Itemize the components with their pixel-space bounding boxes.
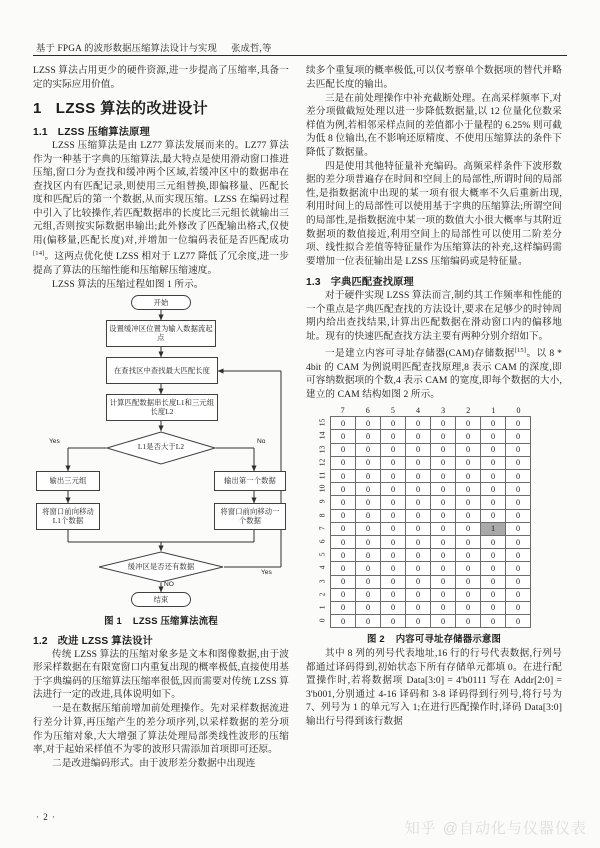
- cam-cell: 0: [331, 522, 356, 535]
- page-number: · 2 ·: [36, 812, 56, 822]
- cam-row-header-9: 9: [317, 500, 327, 504]
- cam-cell: 0: [481, 615, 506, 628]
- cam-col-header-6: 6: [365, 406, 370, 416]
- cam-row-header-15: 15: [317, 419, 327, 427]
- cam-table-row: [331, 601, 531, 614]
- cam-cell: 0: [381, 483, 406, 496]
- cam-col-header-1: 1: [491, 406, 496, 416]
- cam-cell: 0: [381, 509, 406, 522]
- cam-table-body: [331, 417, 531, 628]
- cam-cell: 0: [506, 562, 531, 575]
- cam-cell: 0: [331, 430, 356, 443]
- cam-row-header-7: 7: [317, 526, 327, 531]
- flow-node-start: 开始: [131, 295, 191, 310]
- cam-cell: 0: [406, 562, 431, 575]
- paragraph-point-three: 三是在前处理操作中补充截断处理。在高采样频率下,对差分项做截短处理以进一步降低数据量,以 12 位量化位数采样值为例,若相邻采样点间的差值都小于量程的 6.25% 则可截为低 8 位输出,在不影响还原精度、不使用压缩算法的条件下降低了数据量。: [306, 92, 562, 158]
- subsection-1-3-number: 1.3: [306, 277, 321, 289]
- cam-cell: 0: [506, 496, 531, 509]
- cam-table-row: [331, 470, 531, 483]
- cam-cell: 0: [331, 456, 356, 469]
- cam-cell: 0: [406, 549, 431, 562]
- cam-cell: 0: [381, 588, 406, 601]
- figure-2-caption-text: 内容可寻址存储器示意图: [395, 633, 502, 645]
- paragraph-continued: 续多个重复项的概率极低,可以仅考察单个数据项的替代并略去匹配长度的输出。: [306, 65, 562, 90]
- cam-cell: 0: [481, 417, 506, 430]
- section-1-number: 1: [33, 100, 42, 118]
- cam-table-row: [331, 443, 531, 456]
- paragraph-after-figure-2: 其中 8 列的列号代表地址,16 行的行号代表数据,行列号都通过译码得到,初始状态下所有存储单元都填 0。在进行配置操作时,若将数据项 Data[3:0] = 4'b0111 写在 Addr[2:0] = 3'b001,分别通过 4-16 译码和 3-8 译码得到行列号,将行号为 7、列号为 1 的单元写入 1;在进行匹配操作时,译码 Data[3:0]输出行号得到该行数据: [306, 648, 562, 727]
- cam-cell: 0: [356, 430, 381, 443]
- cam-column-headers: [330, 405, 531, 416]
- cam-cell: 0: [381, 456, 406, 469]
- cam-cell: 0: [406, 522, 431, 535]
- cam-cell: 0: [331, 509, 356, 522]
- cam-cell: 0: [356, 443, 381, 456]
- cam-cell: 0: [381, 430, 406, 443]
- cam-cell: 0: [431, 562, 456, 575]
- cam-cell: 0: [406, 509, 431, 522]
- cam-cell: 0: [331, 601, 356, 614]
- cam-cell: 0: [356, 417, 381, 430]
- figure-1-label: 图 1: [104, 614, 122, 626]
- flow-label-yes-loop: Yes: [261, 568, 272, 576]
- cam-cell: 0: [356, 456, 381, 469]
- cam-cell: 0: [431, 417, 456, 430]
- cam-cell: 0: [331, 575, 356, 588]
- cam-table-row: [331, 483, 531, 496]
- cam-cell: 0: [331, 417, 356, 430]
- reference-marker-15: [15]: [514, 346, 527, 354]
- cam-cell: 0: [331, 535, 356, 548]
- cam-cell: 0: [431, 601, 456, 614]
- cam-cell: 0: [481, 575, 506, 588]
- cam-cell: 0: [456, 535, 481, 548]
- cam-cell: 0: [431, 588, 456, 601]
- cam-cell: 0: [331, 483, 356, 496]
- cam-cell: 0: [506, 430, 531, 443]
- cam-table-row: [331, 430, 531, 443]
- header-rule: [33, 55, 567, 56]
- cam-cell: 0: [381, 615, 406, 628]
- cam-cell: 0: [331, 496, 356, 509]
- paragraph-1-2-c: 二是改进编码形式。由于波形差分数据中出现连: [52, 758, 256, 770]
- cam-table-row: [331, 549, 531, 562]
- cam-cell: 0: [356, 562, 381, 575]
- cam-cell: 0: [506, 483, 531, 496]
- section-1-title: LZSS 算法的改进设计: [55, 100, 209, 118]
- cam-cell: 0: [456, 575, 481, 588]
- cam-cell: 0: [431, 430, 456, 443]
- figure-2-cam-table: [306, 405, 562, 628]
- subsection-1-2-heading: [33, 632, 289, 647]
- cam-cell: 0: [456, 522, 481, 535]
- paragraph-point-four: 四是使用其他特征量补充编码。高频采样条件下波形数据的差分项普遍存在时间和空间上的局部性,所谓时间的局部性,是指数据流中出现的某一项有很大概率不久后重新出现,利用时间上的局部性可以使用基于字典的压缩算法;所谓空间的局部性,是指数据流中某一项的数值大小很大概率与其附近数据项的数值接近,利用空间上的局部性可以使用二阶差分项、线性拟合差值等特征量作为压缩算法的补充,这样编码需要增加一位表征输出是 LZSS 压缩编码或是特征量。: [306, 160, 562, 267]
- cam-table-row: [331, 522, 531, 535]
- cam-row-header-4: 4: [317, 566, 327, 570]
- cam-col-header-2: 2: [466, 406, 471, 416]
- cam-cell: 0: [506, 549, 531, 562]
- cam-cell: 0: [356, 509, 381, 522]
- cam-col-header-4: 4: [415, 406, 420, 416]
- flow-node-out-first: 输出第一个数据: [214, 471, 286, 491]
- cam-cell: 0: [506, 615, 531, 628]
- flow-node-move-l1: 将窗口前向移动L1个数据: [36, 503, 100, 530]
- cam-cell: 0: [356, 549, 381, 562]
- reference-marker-14: [14]: [33, 250, 45, 258]
- cam-cell: 0: [356, 470, 381, 483]
- cam-cell: 0: [381, 470, 406, 483]
- cam-cell: 0: [456, 549, 481, 562]
- cam-cell: 0: [456, 509, 481, 522]
- cam-cell-highlighted: 1: [481, 522, 506, 535]
- flow-node-decision-2: 缓冲区是否还有数据: [127, 561, 195, 571]
- cam-cell: 0: [431, 443, 456, 456]
- cam-row-header-14: 14: [317, 432, 327, 440]
- flow-label-no-end: NO: [164, 580, 174, 588]
- figure-2-caption: [306, 631, 562, 645]
- cam-cell: 0: [431, 522, 456, 535]
- cam-row-header-8: 8: [317, 513, 327, 518]
- cam-cell: 0: [381, 417, 406, 430]
- flow-node-out-triple: 输出三元组: [36, 471, 100, 491]
- flow-node-move-one: 将窗口前向移动一个数据: [214, 503, 286, 530]
- cam-cell: 0: [456, 588, 481, 601]
- subsection-1-3-title: 字典匹配查找原理: [330, 277, 414, 289]
- cam-cell: 0: [506, 588, 531, 601]
- cam-cell: 0: [481, 443, 506, 456]
- cam-row-header-6: 6: [317, 539, 327, 544]
- cam-cell: 0: [406, 588, 431, 601]
- cam-cell: 0: [456, 417, 481, 430]
- cam-table-row: [331, 456, 531, 469]
- cam-cell: 0: [481, 470, 506, 483]
- figure-1-flowchart: [33, 295, 289, 604]
- cam-cell: 0: [456, 443, 481, 456]
- flow-node-calc: 计算匹配数据串长度L1和三元组长度L2: [106, 394, 218, 421]
- paragraph-1-3-b-tail: 。以 8 * 4bit 的 CAM 为例说明匹配查找原理,8 表示 CAM 的深度,即可容纳数据项的个数,4 表示 CAM 的宽度,即每个数据的大小,建立的 CAM 结构如图 2 所示。: [306, 348, 562, 400]
- paragraph-1-2-b: 一是在数据压缩前增加前处理操作。先对采样数据流进行差分计算,再压缩产生的差分项序列,以采样数据的差分项作为压缩对象,大大增强了算法处理局部类线性波形的压缩率,对于起始采样值不为零的波形只需添加首项即可还原。: [33, 703, 289, 756]
- cam-cell: 0: [481, 549, 506, 562]
- cam-cell: 0: [456, 430, 481, 443]
- cam-cell: 0: [481, 496, 506, 509]
- cam-table-row: [331, 417, 531, 430]
- cam-cell: 0: [431, 535, 456, 548]
- subsection-1-1-heading: [33, 123, 289, 138]
- cam-cell: 0: [356, 496, 381, 509]
- cam-cell: 0: [381, 562, 406, 575]
- cam-table-row: [331, 535, 531, 548]
- paragraph-1-3-a: 对于硬件实现 LZSS 算法而言,制约其工作频率和性能的一个重点是字典匹配查找的方法设计,要求在足够少的时钟周期内给出查找结果,计算出匹配数据在滑动窗口内的偏移地址。现有的快速匹配查找方法主要有两种分别介绍如下。: [306, 290, 562, 342]
- paragraph-1-1-b: LZSS 算法的压缩过程如图 1 所示。: [52, 279, 204, 291]
- watermark: [405, 817, 587, 838]
- paragraph-1-1-a: [33, 139, 289, 278]
- cam-cell: 0: [506, 535, 531, 548]
- cam-cell: 0: [381, 601, 406, 614]
- cam-cell: 0: [456, 562, 481, 575]
- cam-cell: 0: [331, 549, 356, 562]
- cam-cell: 0: [356, 588, 381, 601]
- cam-col-header-5: 5: [390, 406, 395, 416]
- cam-cell: 0: [406, 430, 431, 443]
- section-1-heading: [33, 97, 289, 118]
- cam-cell: 0: [431, 456, 456, 469]
- right-column: [306, 64, 562, 729]
- cam-cell: 0: [381, 575, 406, 588]
- cam-cell: 0: [506, 417, 531, 430]
- cam-row-header-3: 3: [317, 579, 327, 584]
- paragraph-1-1-a-tail: 。这两点优化使 LZSS 相对于 LZ77 降低了冗余度,进一步提高了算法的压缩性能和压缩解压缩速度。: [33, 251, 289, 277]
- cam-row-header-2: 2: [317, 592, 327, 597]
- cam-row-header-5: 5: [317, 552, 327, 557]
- intro-paragraph: LZSS 算法占用更少的硬件资源,进一步提高了压缩率,具备一定的实际应用价值。: [33, 65, 289, 90]
- cam-cell: 0: [356, 522, 381, 535]
- paragraph-1-2-a: 传统 LZSS 算法的压缩对象多是文本和图像数据,由于波形采样数据在有限宽窗口内重复出现的概率极低,直接使用基于字典编码的压缩算法压缩率很低,因而需要对传统 LZSS 算法进行一定的改进,具体说明如下。: [33, 648, 289, 701]
- cam-table-row: [331, 562, 531, 575]
- flow-node-end: 结束: [131, 592, 191, 607]
- cam-cell-table: [330, 416, 531, 628]
- cam-cell: 0: [481, 456, 506, 469]
- figure-1-caption: [33, 613, 289, 627]
- watermark-handle: @自动化与仪器仪表: [442, 820, 587, 837]
- cam-row-header-10: 10: [317, 485, 327, 493]
- figure-2-label: 图 2: [366, 633, 385, 645]
- cam-cell: 0: [331, 470, 356, 483]
- cam-cell: 0: [381, 443, 406, 456]
- cam-row-header-1: 1: [317, 605, 327, 610]
- cam-cell: 0: [406, 535, 431, 548]
- cam-cell: 0: [356, 483, 381, 496]
- cam-cell: 0: [406, 575, 431, 588]
- watermark-logo: 知乎: [404, 820, 437, 837]
- cam-row-header-12: 12: [317, 458, 327, 467]
- paragraph-1-3-b-pre: 一是建立内容可寻址存储器(CAM)存储数据: [325, 348, 515, 360]
- left-column: [33, 64, 289, 771]
- cam-cell: 0: [506, 443, 531, 456]
- cam-cell: 0: [331, 588, 356, 601]
- cam-cell: 0: [356, 575, 381, 588]
- cam-cell: 0: [506, 470, 531, 483]
- cam-cell: 0: [431, 509, 456, 522]
- cam-col-header-0: 0: [516, 406, 521, 416]
- cam-cell: 0: [506, 575, 531, 588]
- cam-cell: 0: [506, 522, 531, 535]
- running-head: [36, 40, 564, 54]
- cam-cell: 0: [431, 575, 456, 588]
- cam-cell: 0: [431, 496, 456, 509]
- running-head-title: 基于 FPGA 的波形数据压缩算法设计与实现: [36, 44, 218, 54]
- cam-row-header-0: 0: [317, 618, 327, 623]
- cam-cell: 0: [481, 535, 506, 548]
- cam-cell: 0: [506, 509, 531, 522]
- cam-table-row: [331, 588, 531, 601]
- cam-cell: 0: [456, 483, 481, 496]
- cam-cell: 0: [406, 615, 431, 628]
- cam-cell: 0: [481, 483, 506, 496]
- cam-cell: 0: [381, 535, 406, 548]
- cam-cell: 0: [356, 601, 381, 614]
- cam-cell: 0: [481, 430, 506, 443]
- cam-table-row: [331, 575, 531, 588]
- cam-cell: 0: [506, 601, 531, 614]
- cam-cell: 0: [406, 483, 431, 496]
- cam-cell: 0: [481, 601, 506, 614]
- cam-cell: 0: [406, 496, 431, 509]
- cam-cell: 0: [506, 456, 531, 469]
- cam-cell: 0: [431, 549, 456, 562]
- cam-row-header-13: 13: [317, 445, 327, 454]
- flow-label-no-right: No: [257, 437, 266, 445]
- subsection-1-1-number: 1.1: [33, 127, 48, 139]
- cam-cell: 0: [406, 456, 431, 469]
- cam-cell: 0: [331, 615, 356, 628]
- cam-cell: 0: [331, 443, 356, 456]
- cam-cell: 0: [406, 443, 431, 456]
- cam-cell: 0: [381, 549, 406, 562]
- figure-1-caption-text: LZSS 压缩算法流程: [132, 614, 218, 626]
- cam-cell: 0: [356, 535, 381, 548]
- cam-row-header-11: 11: [317, 471, 327, 480]
- cam-table-row: [331, 509, 531, 522]
- cam-cell: 0: [431, 483, 456, 496]
- cam-cell: 0: [381, 522, 406, 535]
- cam-col-header-3: 3: [441, 406, 446, 416]
- cam-cell: 0: [481, 509, 506, 522]
- cam-table-row: [331, 496, 531, 509]
- cam-cell: 0: [431, 615, 456, 628]
- subsection-1-2-title: 改进 LZSS 算法设计: [57, 635, 153, 647]
- subsection-1-1-title: LZSS 压缩算法原理: [57, 127, 150, 139]
- cam-grid: [314, 416, 562, 628]
- cam-cell: 0: [331, 562, 356, 575]
- cam-cell: 0: [456, 601, 481, 614]
- flow-node-decision-1: L1是否大于L2: [137, 441, 185, 451]
- cam-cell: 0: [406, 470, 431, 483]
- cam-cell: 0: [456, 456, 481, 469]
- subsection-1-3-heading: [306, 273, 562, 288]
- cam-cell: 0: [381, 496, 406, 509]
- cam-cell: 0: [456, 615, 481, 628]
- cam-cell: 0: [406, 417, 431, 430]
- cam-cell: 0: [406, 601, 431, 614]
- cam-cell: 0: [481, 588, 506, 601]
- cam-row-headers: [314, 416, 330, 628]
- running-head-authors: 张成哲,等: [231, 44, 272, 54]
- subsection-1-2-number: 1.2: [33, 635, 48, 647]
- cam-col-header-7: 7: [340, 406, 345, 416]
- flow-label-yes-left: Yes: [49, 437, 60, 445]
- cam-table-row: [331, 615, 531, 628]
- cam-cell: 0: [481, 562, 506, 575]
- flow-node-search: 在查找区中查找最大匹配长度: [106, 357, 218, 384]
- cam-cell: 0: [456, 470, 481, 483]
- cam-cell: 0: [431, 470, 456, 483]
- paragraph-1-1-a-text: LZSS 压缩算法是由 LZ77 算法发展而来的。LZ77 算法作为一种基于字典的压缩算法,最大特点是使用滑动窗口推进压缩,窗口分为查找和缓冲两个区域,若缓冲区中的数据串在查找区内有匹配记录,则使用三元组替换,即偏移量、匹配长度和匹配后的第一个数据,从而实现压缩。LZSS 在编码过程中引入了比较操作,若匹配数据串的长度比三元组长就输出三元组,否则按实际数据串输出;此外修改了匹配输出格式,仅使用(偏移量,匹配长度)对,并增加一位编码表征是否匹配成功: [33, 140, 289, 246]
- flow-node-init: 设置缓冲区位置为输入数据流起点: [106, 320, 216, 347]
- cam-cell: 0: [456, 496, 481, 509]
- paragraph-1-3-b: [306, 344, 562, 401]
- cam-cell: 0: [356, 615, 381, 628]
